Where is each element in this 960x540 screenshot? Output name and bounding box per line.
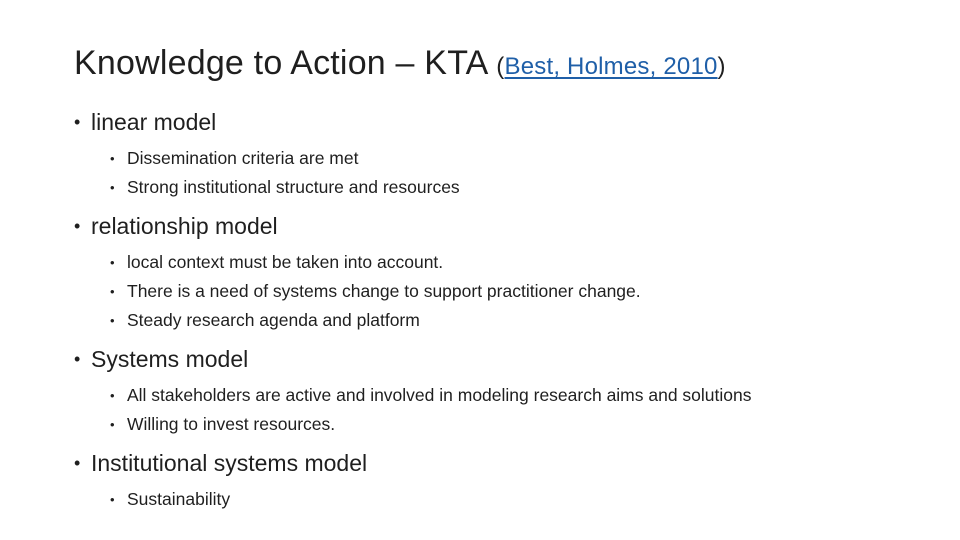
citation-close-paren: ): [717, 53, 726, 80]
title-text: Knowledge to Action – KTA: [74, 44, 487, 82]
citation-link[interactable]: Best, Holmes, 2010: [504, 53, 718, 80]
sub-bullet-list: [74, 144, 934, 202]
bullet-item: • Institutional systems model: [74, 449, 934, 477]
sub-bullet-item: • Willing to invest resources.: [110, 410, 934, 439]
bullet-item: • linear model: [74, 108, 934, 136]
bullet-item: • Systems model: [74, 345, 934, 373]
sub-bullet-item: • Dissemination criteria are met: [110, 144, 934, 173]
sub-bullet-item: • All stakeholders are active and involved in modeling research aims and solutions: [110, 381, 934, 410]
sub-bullet-item: • local context must be taken into account.: [110, 248, 934, 277]
sub-bullet-item: • Steady research agenda and platform: [110, 306, 934, 335]
sub-bullet-item: • Sustainability: [110, 485, 934, 514]
sub-bullet-list: [74, 248, 934, 335]
citation-open-paren: (: [496, 53, 505, 80]
bullet-group-systems: [74, 345, 934, 439]
sub-bullet-list: [74, 485, 934, 514]
bullet-group-relationship: [74, 212, 934, 335]
sub-bullet-list: [74, 381, 934, 439]
bullet-item: • relationship model: [74, 212, 934, 240]
bullet-group-institutional: [74, 449, 934, 514]
slide-title: [74, 44, 726, 83]
sub-bullet-item: • There is a need of systems change to support practitioner change.: [110, 277, 934, 306]
sub-bullet-item: • Strong institutional structure and resources: [110, 173, 934, 202]
bullet-group-linear: [74, 108, 934, 202]
bullet-list: [74, 108, 934, 524]
